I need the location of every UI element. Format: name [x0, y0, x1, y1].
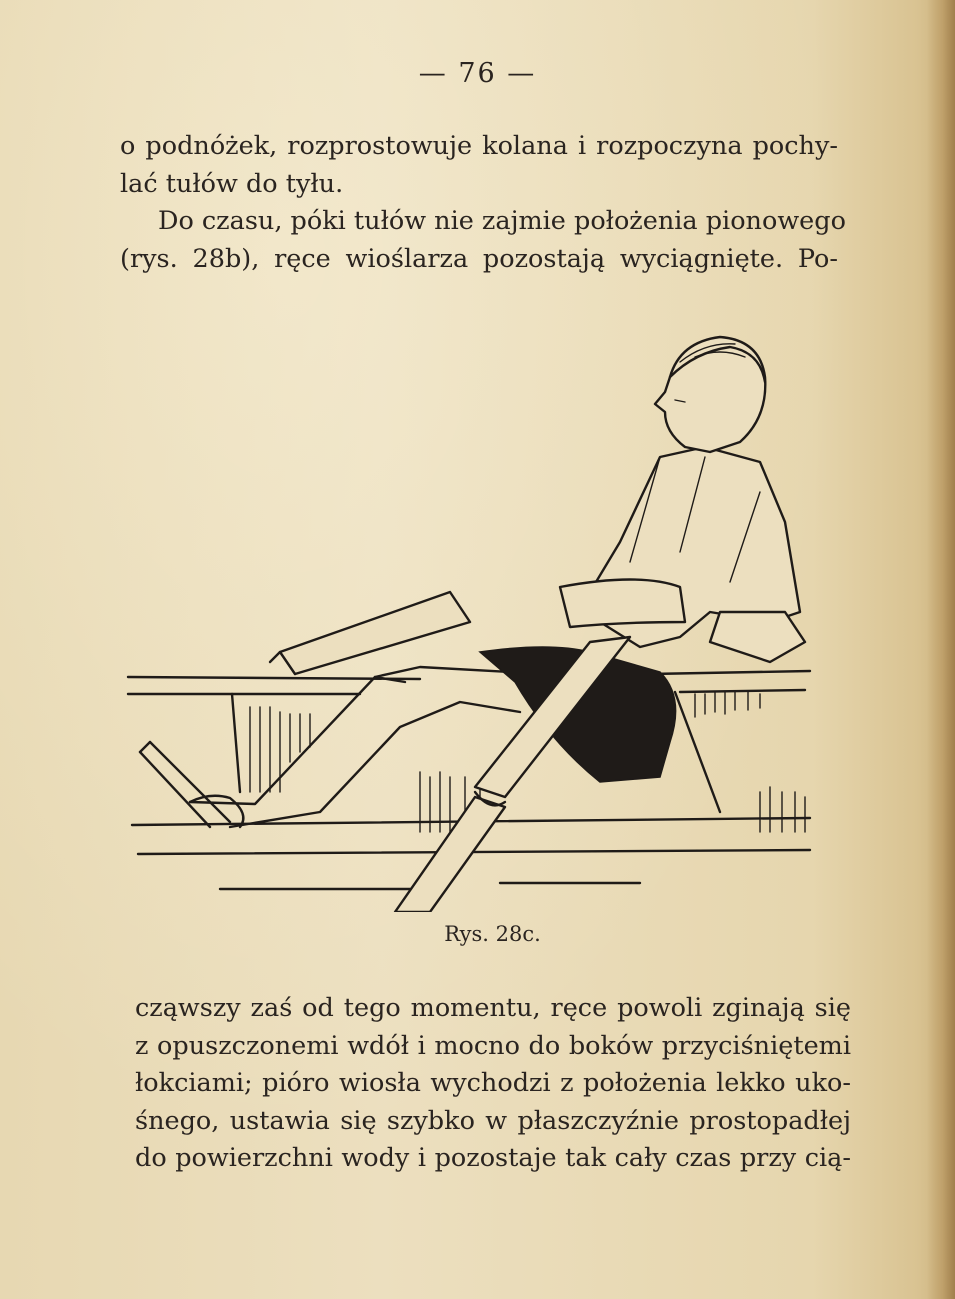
paragraph-1 — [120, 128, 838, 203]
rower-head — [655, 337, 765, 452]
page-number: — 76 — — [418, 58, 537, 89]
footboard — [140, 742, 230, 827]
paragraph-3 — [135, 990, 851, 1178]
text-line: Do czasu, póki tułów nie zajmie położenia pionowego — [158, 206, 846, 236]
rower-illustration — [120, 322, 840, 912]
page-spine-shadow — [927, 0, 955, 1299]
figure-caption: Rys. 28c. — [444, 922, 541, 946]
text-line: (rys. 28b), ręce wioślarza pozostają wyciągnięte. Po- — [120, 243, 838, 274]
text-line: o podnóżek, rozprostowuje kolana i rozpoczyna pochy- — [120, 131, 838, 161]
text-line: łokciami; pióro wiosła wychodzi z położenia lekko uko- — [135, 1068, 851, 1098]
text-line: śnego, ustawia się szybko w płaszczyźnie prostopadłej — [135, 1105, 851, 1136]
text-line: lać tułów do tyłu. — [120, 168, 344, 199]
paragraph-2 — [120, 203, 846, 278]
rower-drawing — [120, 322, 840, 912]
text-line: z opuszczonemi wdół i mocno do boków przyciśniętemi — [135, 1030, 851, 1061]
oar-handle-left — [270, 592, 470, 674]
text-line: cząwszy zaś od tego momentu, ręce powoli zginają się — [135, 993, 851, 1023]
text-line: do powierzchni wody i pozostaje tak cały czas przy cią- — [135, 1143, 851, 1173]
